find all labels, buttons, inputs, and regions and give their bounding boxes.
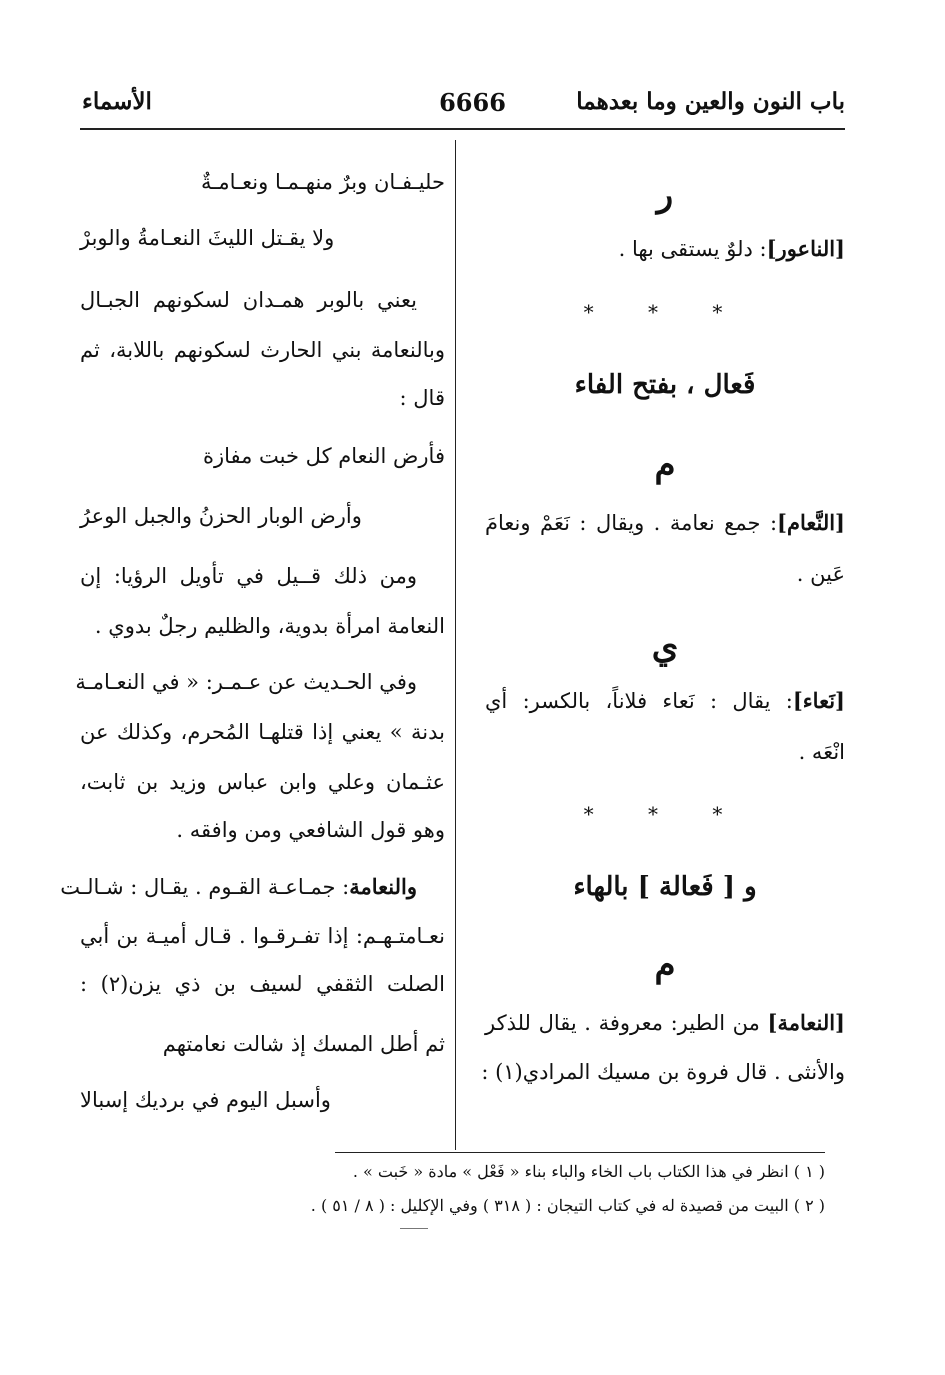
paragraph-line: الصلت الثقفي لسيف بن ذي يزن(٢) :	[80, 972, 445, 996]
letter-heading: م	[654, 445, 676, 485]
verse-line: حليـفـان وبرٌ منهـمـا ونعـامـةٌ	[200, 170, 445, 194]
footnote-rule	[335, 1152, 825, 1153]
separator-stars: * * *	[583, 802, 747, 826]
paragraph-line: بدنة » يعني إذا قتلهـا المُحرم، وكذلك عن	[80, 720, 445, 744]
paragraph-line: ومن ذلك قــيل في تأويل الرؤيا: إن	[80, 564, 417, 588]
entry-term: [الناعور]	[766, 236, 845, 261]
entry-term: [نَعاء]	[792, 688, 845, 713]
section-heading: فَعال ، بفتح الفاء	[574, 370, 756, 400]
footnote-end-mark	[400, 1228, 428, 1229]
letter-heading: م	[654, 945, 676, 985]
separator-stars: * * *	[583, 300, 747, 324]
paragraph-line	[60, 874, 445, 899]
verse-line: ثم أطل المسك إذ شالت نعامتهم	[162, 1032, 445, 1056]
letter-heading: ي	[651, 627, 679, 667]
paragraph-line: يعني بالوبر همـدان لسكونهم الجبـال	[80, 288, 417, 312]
entry-text: من الطير: معروفة . يقال للذكر	[485, 1011, 768, 1035]
entry-naaa-cont: انْعَه .	[798, 740, 845, 764]
entry-text: : يقال : نَعاء فلاناً، بالكسر: أي	[485, 689, 793, 713]
paragraph-line: عثـمان وعلي وابن عباس وزيد بن ثابت،	[80, 770, 445, 794]
letter-heading: ر	[656, 175, 674, 215]
entry-naaa	[485, 690, 845, 712]
footnote-2: ( ٢ ) البيت من قصيدة له في كتاب التيجان : ( ٣١٨ ) وفي الإكليل : ( ٨ / ٥١ ) .	[310, 1196, 825, 1215]
paragraph-line: وفي الحـديث عن عـمـر: « في النعـامـة	[75, 670, 417, 694]
verse-line: فأرض النعام كل خبت مفازة	[202, 444, 445, 468]
verse-line: وأرض الوبار الحزنُ والجبل الوعرُ	[80, 504, 362, 528]
paragraph-line: وبالنعامة بني الحارث لسكونهم باللابة، ثم	[80, 338, 445, 362]
chapter-title: باب النون والعين وما بعدهما	[576, 88, 845, 115]
right-column	[481, 0, 845, 1150]
entry-naama	[485, 1012, 845, 1034]
entry-text: : دلوٌ يستقى بها .	[618, 237, 767, 261]
entry-text: : جمع نعامة . ويقال : نَعَمْ ونعامَ	[485, 511, 778, 535]
section-heading: و [ فَعالة ] بالهاء	[573, 872, 757, 902]
footnote-1: ( ١ ) انظر في هذا الكتاب باب الخاء والباء بناء « فَعْل » مادة « خَبت » .	[352, 1162, 825, 1181]
entry-term: والنعامة	[349, 874, 417, 899]
entry-naam-cont: عَين .	[796, 562, 845, 586]
entry-naaour	[485, 238, 845, 260]
section-title: الأسماء	[82, 88, 152, 115]
entry-naama-cont: والأنثى . قال فروة بن مسيك المرادي(١) :	[481, 1060, 845, 1084]
page-number: 6666	[439, 88, 506, 117]
entry-text: : جمـاعـة القـوم . يقـال : شـالـت	[60, 875, 350, 899]
paragraph-line: النعامة امرأة بدوية، والظليم رجلٌ بدوي .	[94, 614, 445, 638]
entry-naam	[485, 512, 845, 534]
column-divider	[455, 140, 456, 1150]
verse-line: ولا يقـتل الليثَ النعـامةُ والوبرْ	[80, 226, 335, 250]
verse-line: وأسبل اليوم في برديك إسبالا	[80, 1088, 331, 1112]
entry-term: [النعامة]	[767, 1010, 845, 1035]
paragraph-line: قال :	[399, 386, 445, 410]
entry-term: [النَّعام]	[777, 510, 845, 535]
paragraph-line: وهو قول الشافعي ومن وافقه .	[176, 818, 445, 842]
paragraph-line: نعـامتـهـم: إذا تفـرقـوا . قـال أميـة بن أبي	[80, 924, 445, 948]
left-column	[60, 0, 445, 1150]
